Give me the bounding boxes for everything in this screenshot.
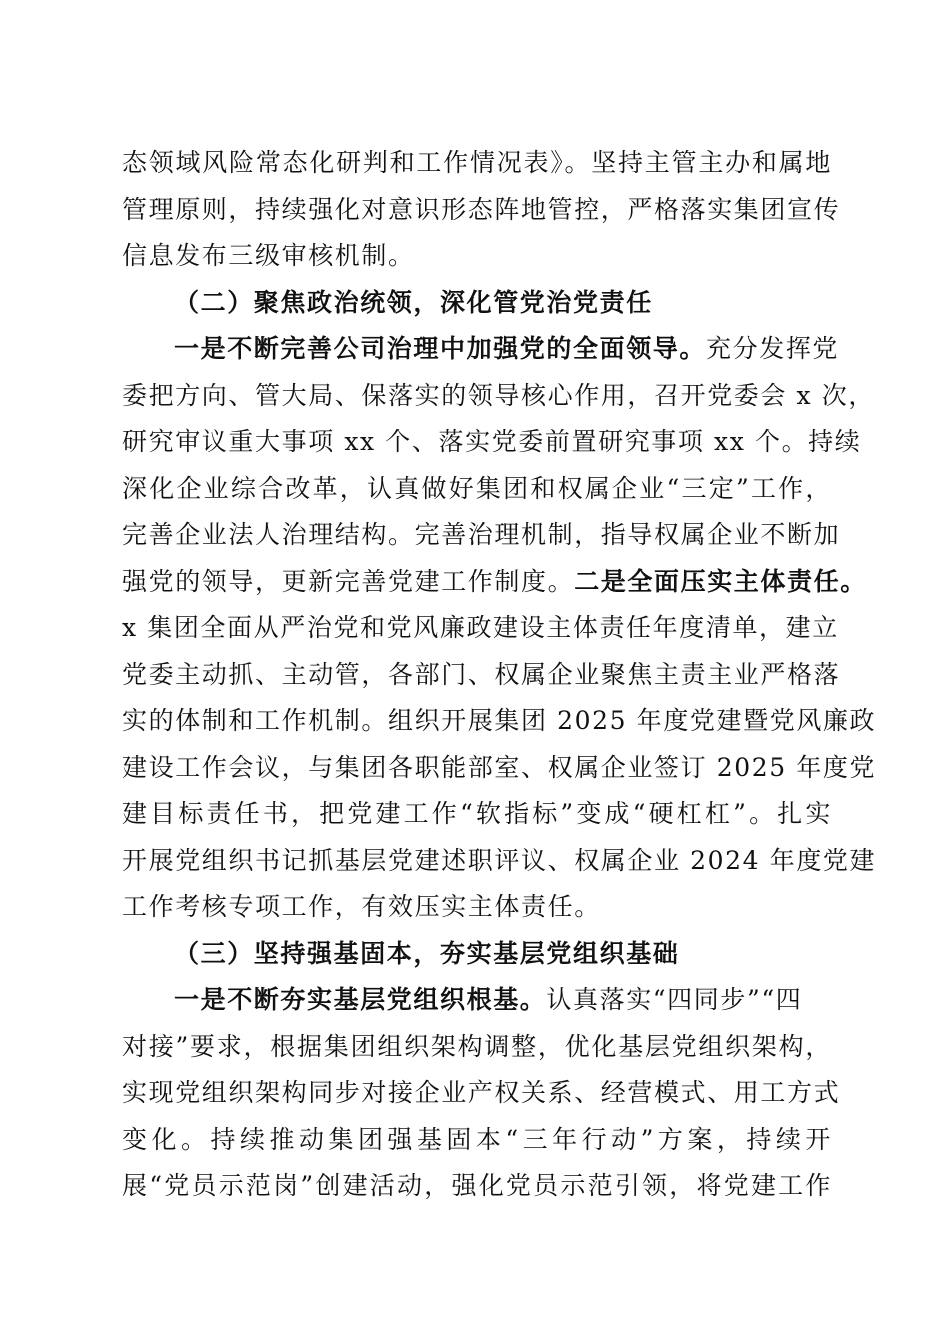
body-line: 变化。持续推动集团强基固本“三年行动”方案，持续开 [122, 1125, 832, 1154]
body-line: 开展党组织书记抓基层党建述职评议、权属企业 2024 年度党建 [122, 846, 877, 875]
body-line: 委把方向、管大局、保落实的领导核心作用，召开党委会 x 次， [122, 381, 875, 410]
body-line: 工作考核专项工作，有效压实主体责任。 [122, 892, 601, 921]
body-line: 态领域风险常态化研判和工作情况表》。坚持主管主办和属地 [122, 148, 832, 177]
lead-phrase: 二是全面压实主体责任。 [574, 567, 867, 596]
body-text: 认真落实“四同步”“四 [546, 985, 803, 1014]
body-line [122, 566, 867, 606]
paragraph-first-line [174, 333, 840, 373]
body-line: 深化企业综合改革，认真做好集团和权属企业“三定”工作， [122, 474, 832, 503]
lead-phrase: 一是不断夯实基层党组织根基。 [174, 985, 547, 1014]
body-line: 管理原则，持续强化对意识形态阵地管控，严格落实集团宣传 [122, 195, 841, 224]
body-text: 强党的领导，更新完善党建工作制度。 [122, 567, 575, 596]
body-line: 信息发布三级审核机制。 [122, 241, 415, 270]
lead-phrase: 一是不断完善公司治理中加强党的全面领导。 [174, 334, 707, 363]
body-line: 建目标责任书，把党建工作“软指标”变成“硬杠杠”。扎实 [122, 799, 832, 828]
body-line: 实现党组织架构同步对接企业产权关系、经营模式、用工方式 [122, 1078, 841, 1107]
paragraph-first-line [174, 984, 832, 1024]
body-line: 建设工作会议，与集团各职能部室、权属企业签订 2025 年度党 [122, 753, 877, 782]
body-line: 完善企业法人治理结构。完善治理机制，指导权属企业不断加 [122, 520, 841, 549]
body-text: 充分发挥党 [706, 334, 840, 363]
body-line: 展“党员示范岗”创建活动，强化党员示范引领，将党建工作 [122, 1171, 832, 1200]
section-heading-2: （二）聚焦政治统领，深化管党治党责任 [174, 288, 653, 317]
body-line: 党委主动抓、主动管，各部门、权属企业聚焦主责主业严格落 [122, 660, 841, 689]
body-line: x 集团全面从严治党和党风廉政建设主体责任年度清单，建立 [122, 613, 839, 642]
body-line: 研究审议重大事项 xx 个、落实党委前置研究事项 xx 个。持续 [122, 427, 862, 456]
body-line: 对接”要求，根据集团组织架构调整，优化基层党组织架构， [122, 1032, 832, 1061]
section-heading-3: （三）坚持强基固本，夯实基层党组织基础 [174, 939, 680, 968]
body-line: 实的体制和工作机制。组织开展集团 2025 年度党建暨党风廉政 [122, 706, 877, 735]
